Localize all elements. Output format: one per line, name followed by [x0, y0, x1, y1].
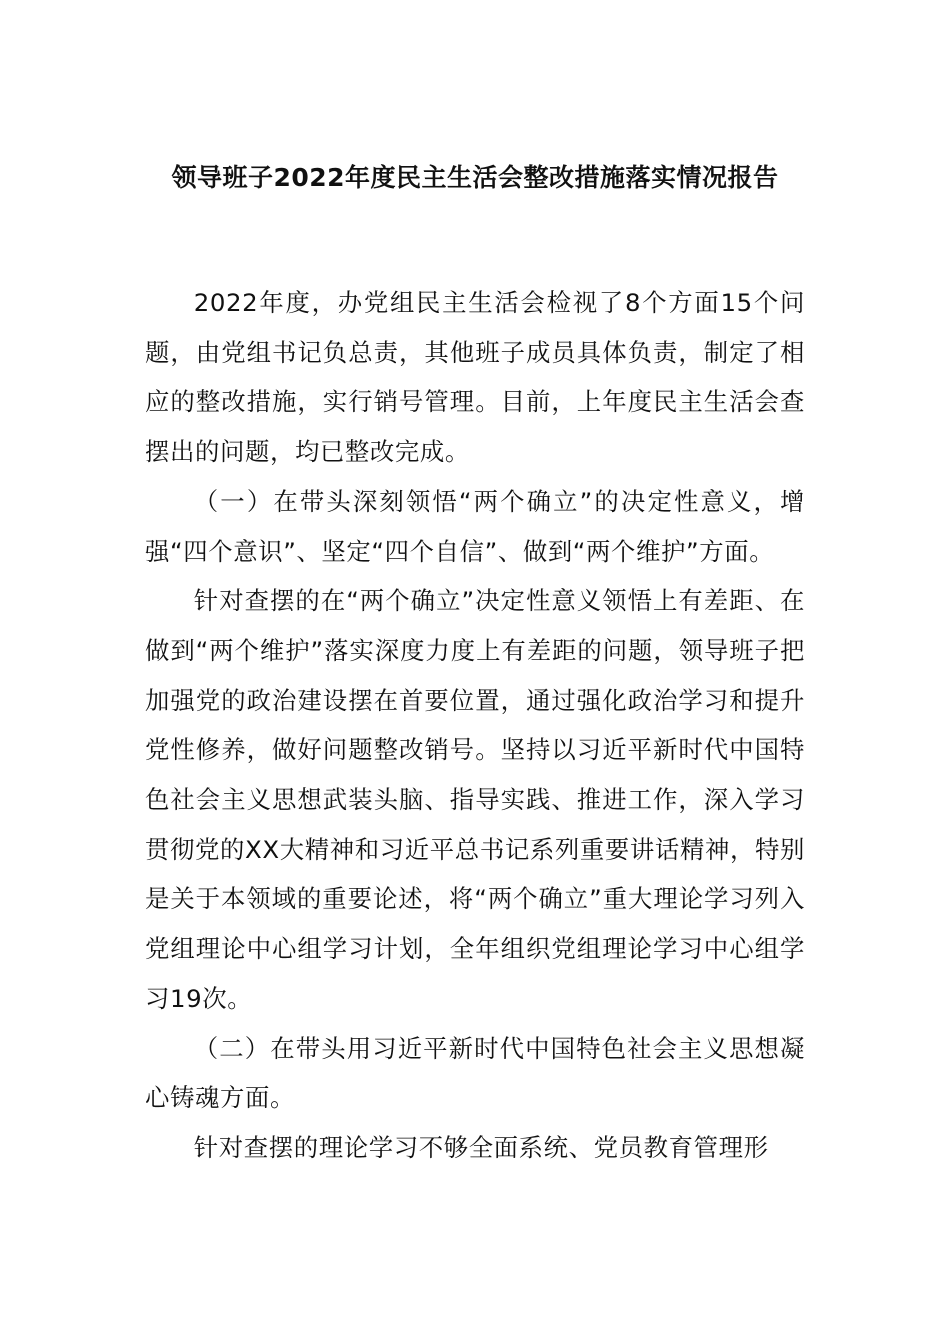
paragraph-section-1: 针对查摆的在“两个确立”决定性意义领悟上有差距、在做到“两个维护”落实深度力度上有差距的问题，领导班子把加强党的政治建设摆在首要位置，通过强化政治学习和提升党性修养，做好问题整改销号。坚持以习近平新时代中国特色社会主义思想武装头脑、指导实践、推进工作，深入学习贯彻党的XX大精神和习近平总书记系列重要讲话精神，特别是关于本领域的重要论述，将“两个确立”重大理论学习列入党组理论中心组学习计划，全年组织党组理论学习中心组学习19次。 — [145, 586, 805, 1013]
paragraph-section-2: 针对查摆的理论学习不够全面系统、党员教育管理形 — [193, 1132, 769, 1162]
document-title: 领导班子2022年度民主生活会整改措施落实情况报告 — [171, 163, 779, 192]
section-heading-2: （二）在带头用习近平新时代中国特色社会主义思想凝心铸魂方面。 — [145, 1033, 805, 1113]
document-body — [145, 278, 805, 1173]
paragraph-intro: 2022年度，办党组民主生活会检视了8个方面15个问题，由党组书记负总责，其他班子成员具体负责，制定了相应的整改措施，实行销号管理。目前，上年度民主生活会查摆出的问题，均已整改完成。 — [145, 288, 805, 467]
section-heading-1: （一）在带头深刻领悟“两个确立”的决定性意义，增强“四个意识”、坚定“四个自信”、做到“两个维护”方面。 — [145, 486, 805, 566]
